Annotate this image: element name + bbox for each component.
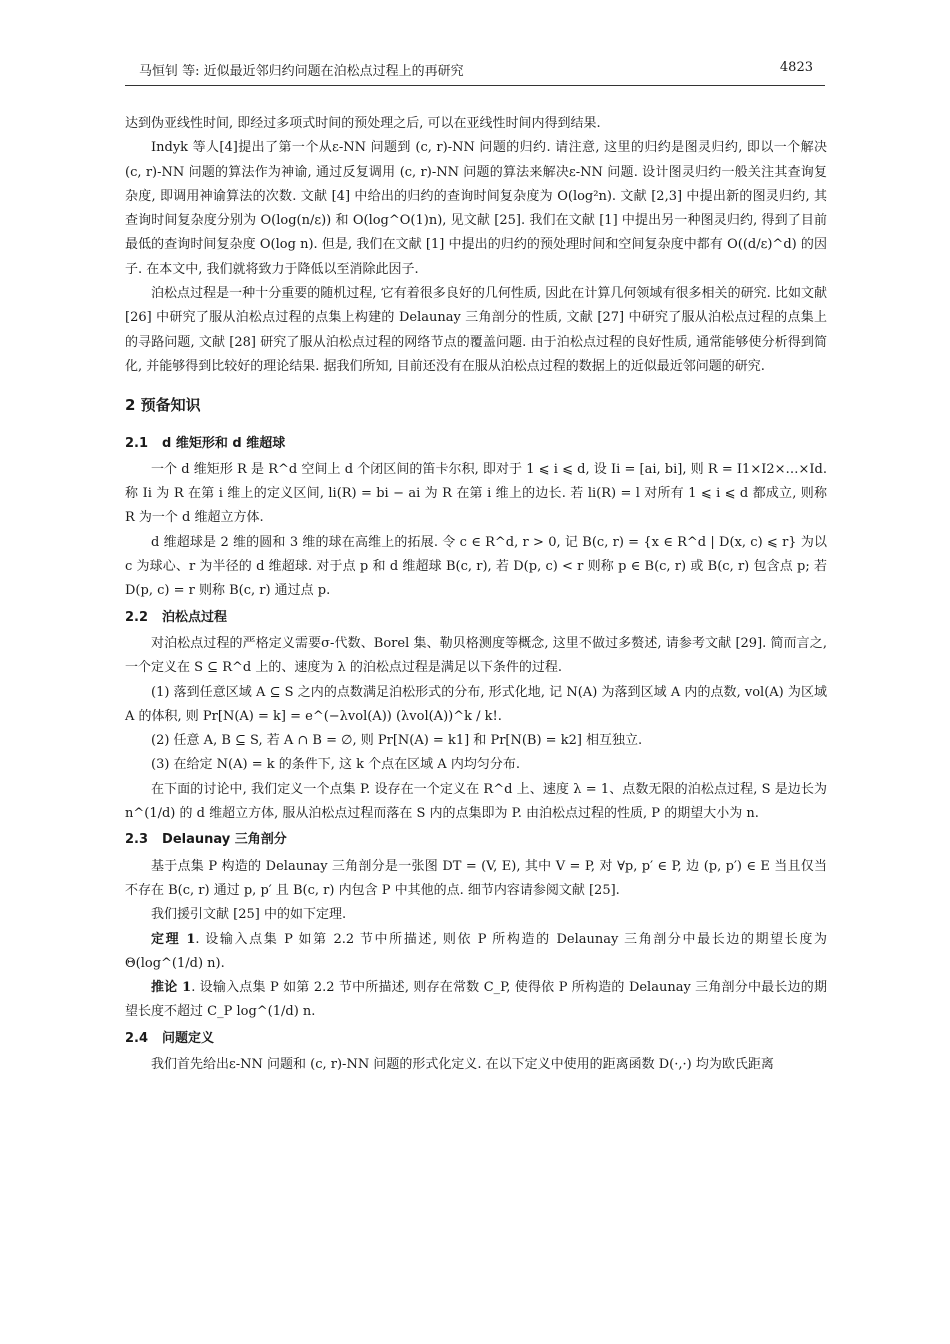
paragraph-6: 对泊松点过程的严格定义需要σ-代数、Borel 集、勒贝格测度等概念, 这里不做过多赘述, 请参考文献 [29]. 简而言之, 一个定义在 S ⊆ R^d 上的、速度为 λ 的泊松点过程是满足以下条件的过程. (125, 635, 827, 676)
paragraph-2: Indyk 等人[4]提出了第一个从ε-NN 问题到 (c, r)-NN 问题的归约. 请注意, 这里的归约是图灵归约, 即以一个解决 (c, r)-NN 问题的算法作为神谕, 通过反复调用 (c, r)-NN 问题的算法来解决ε-NN 问题. 设计图灵归约一般关注其查询复杂度, 即调用神谕算法的次数. 文献 [4] 中给出的归约的查询时间复杂度为 O(log²n). 文献 [2,3] 中提出新的图灵归约, 其查询时间复杂度分别为 O(log(n/ε)) 和 O(log^O(1)n), 见文献 [25]. 我们在文献 [1] 中提出另一种图灵归约, 得到了目前最低的查询时间复杂度 O(log n). 但是, 我们在文献 [1] 中提出的归约的预处理时间和空间复杂度中都有 O((d/ε)^d) 的因子. 在本文中, 我们就将致力于降低以至消除此因子. (125, 140, 827, 277)
paragraph-13: 我们首先给出ε-NN 问题和 (c, r)-NN 问题的形式化定义. 在以下定义中使用的距离函数 D(·,·) 均为欧氏距离 (151, 1056, 774, 1072)
section-number: 2.3 (125, 832, 149, 848)
page-number: 4823 (779, 60, 813, 75)
paragraph-11: 基于点集 P 构造的 Delaunay 三角剖分是一张图 DT = (V, E), 其中 V = P, 对 ∀p, p′ ∈ P, 边 (p, p′) ∈ E 当且仅当不存在 B(c, r) 通过 p, p′ 且 B(c, r) 内包含 P 中其他的点. 细节内容请参阅文献 [25]. (125, 858, 827, 898)
corollary-label: 推论 1 (151, 980, 192, 996)
section-2-3-heading (125, 828, 827, 852)
section-title: 问题定义 (162, 1030, 215, 1046)
section-title: 泊松点过程 (162, 609, 228, 625)
paragraph-7: (1) 落到任意区域 A ⊆ S 之内的点数满足泊松形式的分布, 形式化地, 记 N(A) 为落到区域 A 内的点数, vol(A) 为区域 A 的体积, 则 Pr[N(A) = k] = e^(−λvol(A)) (λvol(A))^k / k!. (125, 684, 827, 724)
section-title: Delaunay 三角剖分 (162, 832, 287, 848)
corollary-text: . 设输入点集 P 如第 2.2 节中所描述, 则存在常数 C_P, 使得依 P 所构造的 Delaunay 三角剖分中最长边的期望长度不超过 C_P log^(1/d) n. (125, 980, 827, 1020)
paragraph-8: (2) 任意 A, B ⊆ S, 若 A ∩ B = ∅, 则 Pr[N(A) = k1] 和 Pr[N(B) = k2] 相互独立. (151, 733, 643, 749)
theorem-label: 定理 1 (151, 931, 196, 947)
paragraph-12: 我们援引文献 [25] 中的如下定理. (151, 907, 347, 923)
section-2-2-heading (125, 606, 827, 630)
paragraph-1: 达到伪亚线性时间, 即经过多项式时间的预处理之后, 可以在亚线性时间内得到结果. (125, 116, 601, 131)
section-number: 2.1 (125, 435, 149, 451)
section-number: 2.2 (125, 609, 149, 625)
running-title: 马恒钊 等: 近似最近邻归约问题在泊松点过程上的再研究 (139, 64, 464, 79)
main-content (125, 112, 827, 1077)
section-title: d 维矩形和 d 维超球 (162, 435, 286, 451)
corollary-1 (125, 976, 827, 1025)
theorem-text: . 设输入点集 P 如第 2.2 节中所描述, 则依 P 所构造的 Delaunay 三角剖分中最长边的期望长度为 Θ(log^(1/d) n). (125, 931, 827, 971)
theorem-1 (125, 928, 827, 977)
paragraph-9: (3) 在给定 N(A) = k 的条件下, 这 k 个点在区域 A 内均匀分布. (151, 757, 520, 773)
section-number: 2.4 (125, 1030, 149, 1046)
header-rule (125, 85, 825, 86)
paragraph-3: 泊松点过程是一种十分重要的随机过程, 它有着很多良好的几何性质, 因此在计算几何领域有很多相关的研究. 比如文献 [26] 中研究了服从泊松点过程的点集上构建的 Delaunay 三角剖分的性质, 文献 [27] 中研究了服从泊松点过程的点集上的寻路问题, 文献 [28] 研究了服从泊松点过程的网络节点的覆盖问题. 由于泊松点过程的良好性质, 通常能够使分析得到简化, 并能够得到比较好的理论结果. 据我们所知, 目前还没有在服从泊松点过程的数据上的近似最近邻问题的研究. (125, 286, 827, 374)
paragraph-5: d 维超球是 2 维的圆和 3 维的球在高维上的拓展. 令 c ∈ R^d, r > 0, 记 B(c, r) = {x ∈ R^d | D(x, c) ⩽ r} 为以 c 为球心、r 为半径的 d 维超球. 对于点 p 和 d 维超球 B(c, r), 若 D(p, c) < r 则称 p ∈ B(c, r) 或 B(c, r) 包含点 p; 若 D(p, c) = r 则称 B(c, r) 通过点 p. (125, 534, 827, 599)
paragraph-4: 一个 d 维矩形 R 是 R^d 空间上 d 个闭区间的笛卡尔积, 即对于 1 ⩽ i ⩽ d, 设 Ii = [ai, bi], 则 R = I1×I2×…×Id. 称 Ii 为 R 在第 i 维上的定义区间, li(R) = bi − ai 为 R 在第 i 维上的边长. 若 li(R) = l 对所有 1 ⩽ i ⩽ d 都成立, 则称 R 为一个 d 维超立方体. (125, 461, 827, 526)
paragraph-10: 在下面的讨论中, 我们定义一个点集 P. 设存在一个定义在 R^d 上、速度 λ = 1、点数无限的泊松点过程, S 是边长为 n^(1/d) 的 d 维超立方体, 服从泊松点过程而落在 S 内的点集即为 P. 由泊松点过程的性质, P 的期望大小为 n. (125, 781, 827, 822)
section-2-1-heading (125, 432, 827, 456)
section-2-heading: 2 预备知识 (125, 396, 201, 415)
running-header (125, 60, 825, 80)
section-2-4-heading (125, 1027, 827, 1051)
